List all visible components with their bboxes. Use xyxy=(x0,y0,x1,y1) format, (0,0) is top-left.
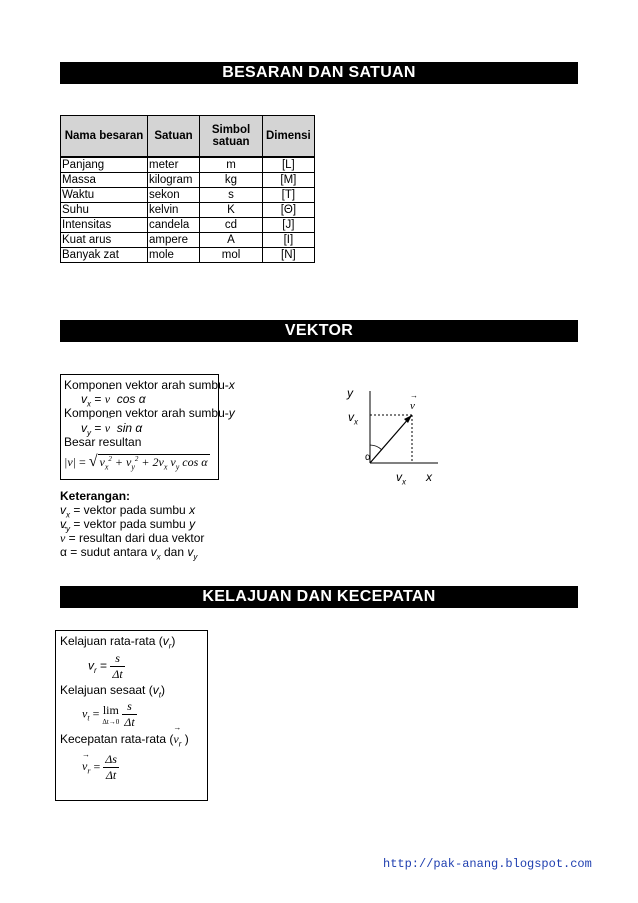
table-cell: kg xyxy=(200,173,263,188)
column-header: Satuan xyxy=(148,116,200,158)
instant-speed-label: Kelajuan sesaat $(v_t)$ xyxy=(60,683,165,700)
section-title-kelajuan: KELAJUAN DAN KECEPATAN xyxy=(60,586,578,608)
diagram-vx-label: $v_x$ xyxy=(396,470,406,487)
table-cell: cd xyxy=(200,218,263,233)
diagram-v-label: → v xyxy=(410,400,415,412)
vector-formula-box xyxy=(60,374,235,480)
table-cell: [M] xyxy=(263,173,315,188)
table-row xyxy=(61,157,315,173)
table-cell: meter xyxy=(148,157,200,173)
table-row xyxy=(61,173,315,188)
table-cell: Panjang xyxy=(61,157,148,173)
vector-component-x-text: Komponen vektor arah sumbu-x xyxy=(64,378,235,392)
table-row xyxy=(61,248,315,263)
average-speed-formula: $v_r$ = $\frac{s}{\Delta t}$ xyxy=(88,651,123,681)
table-row xyxy=(61,233,315,248)
table-cell: Massa xyxy=(61,173,148,188)
section-title-vektor: VEKTOR xyxy=(60,320,578,342)
column-header: Simbol satuan xyxy=(200,116,263,158)
table-cell: m xyxy=(200,157,263,173)
average-velocity-label: Kecepatan rata-rata (→ $v_r$ ) xyxy=(60,732,189,748)
section-title-besaran: BESARAN DAN SATUAN xyxy=(60,62,578,84)
table-header-row xyxy=(61,116,315,158)
table-cell: candela xyxy=(148,218,200,233)
table-cell: Waktu xyxy=(61,188,148,203)
table-cell: [T] xyxy=(263,188,315,203)
diagram-y-label: y xyxy=(347,386,353,400)
vector-component-y-text: Komponen vektor arah sumbu-y xyxy=(64,406,235,420)
resultant-vector-arrow xyxy=(370,417,410,463)
table-cell: kilogram xyxy=(148,173,200,188)
keterangan-vy: $v_y$ = vektor pada sumbu y xyxy=(60,517,196,534)
keterangan-v: → v = resultan dari dua vektor xyxy=(60,531,204,546)
average-velocity-formula: → $v_r$ = $\frac{\Delta s}{\Delta t}$ xyxy=(82,752,119,783)
keterangan-alpha: α = sudut antara $v_x$ dan $v_y$ xyxy=(60,545,198,562)
keterangan-title: Keterangan: xyxy=(60,489,131,503)
instant-speed-formula: $v_t$ = lim Δt→0 $\frac{s}{\Delta t}$ xyxy=(82,699,135,729)
vector-diagram xyxy=(340,385,450,485)
keterangan-vx: $v_x$ = vektor pada sumbu x xyxy=(60,503,196,520)
table-cell: [Θ] xyxy=(263,203,315,218)
table-row xyxy=(61,188,315,203)
column-header: Dimensi xyxy=(263,116,315,158)
diagram-vy-label: $v_x$ xyxy=(348,410,358,427)
table-cell: Banyak zat xyxy=(61,248,148,263)
table-cell: mol xyxy=(200,248,263,263)
table-row xyxy=(61,203,315,218)
table-cell: Kuat arus xyxy=(61,233,148,248)
speed-formula-box xyxy=(55,630,208,801)
vx-formula: $v_x$ = → v cos α xyxy=(81,392,146,408)
table-row xyxy=(61,218,315,233)
average-speed-label: Kelajuan rata-rata $(v_r)$ xyxy=(60,634,176,651)
table-cell: [L] xyxy=(263,157,315,173)
table-cell: [N] xyxy=(263,248,315,263)
table-cell: kelvin xyxy=(148,203,200,218)
table-cell: mole xyxy=(148,248,200,263)
table-cell: sekon xyxy=(148,188,200,203)
units-table xyxy=(60,115,315,263)
resultant-label: Besar resultan xyxy=(64,435,142,449)
resultant-formula: |v| = √ $v_x^2 + v_y^2 + 2v_x$ $v_y$ cos α xyxy=(64,453,208,472)
column-header: Nama besaran xyxy=(61,116,148,158)
table-cell: Intensitas xyxy=(61,218,148,233)
vy-formula: $v_y$ = → v sin α xyxy=(81,421,142,437)
table-cell: ampere xyxy=(148,233,200,248)
diagram-x-label: x xyxy=(426,470,432,484)
table-cell: Suhu xyxy=(61,203,148,218)
table-cell: A xyxy=(200,233,263,248)
diagram-alpha-label: α xyxy=(365,452,371,463)
table-cell: s xyxy=(200,188,263,203)
table-cell: K xyxy=(200,203,263,218)
table-cell: [J] xyxy=(263,218,315,233)
table-cell: [I] xyxy=(263,233,315,248)
angle-arc xyxy=(370,445,382,450)
footer-url-link[interactable]: http://pak-anang.blogspot.com xyxy=(383,857,592,871)
